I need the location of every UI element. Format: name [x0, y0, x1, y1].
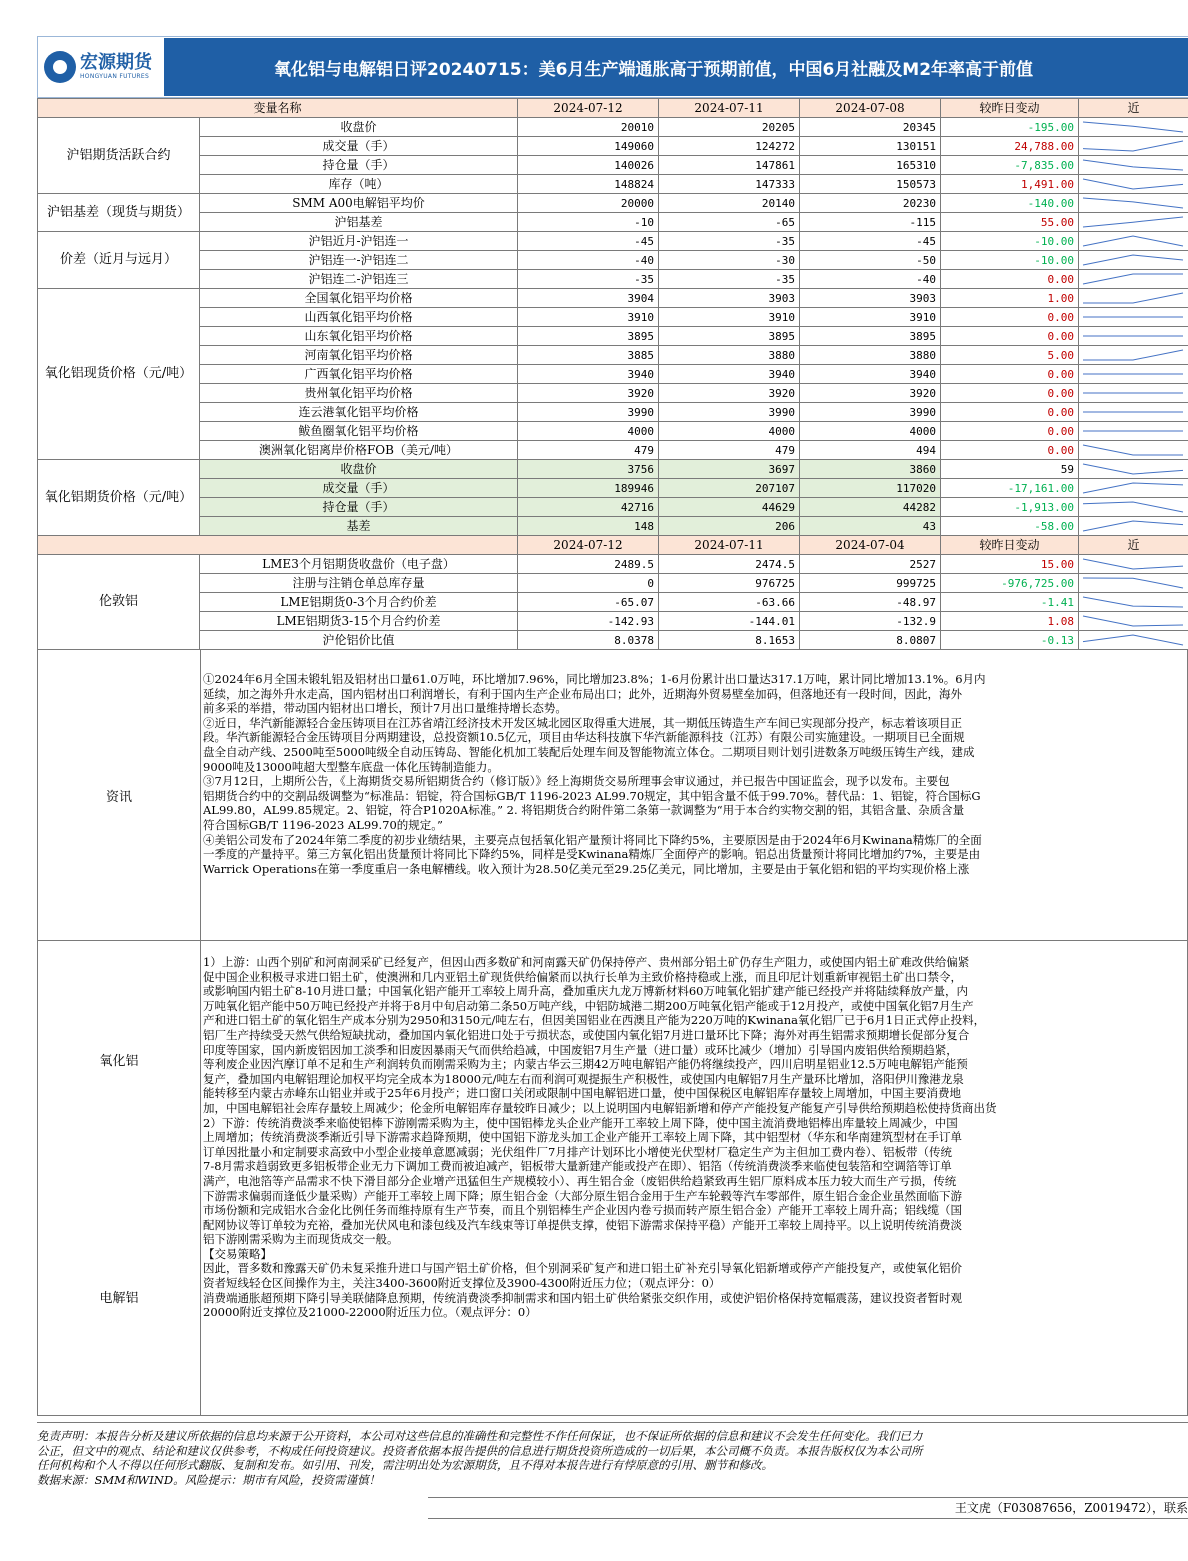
value-cell: 117020	[800, 479, 941, 498]
group-label: 沪铝基差（现货与期货）	[38, 194, 200, 232]
report-page	[37, 36, 1188, 1487]
trend-cell	[1079, 232, 1188, 251]
table-row	[38, 251, 1188, 270]
sparkline	[1079, 480, 1187, 496]
value-cell: 147333	[659, 175, 800, 194]
value-cell: 20205	[659, 118, 800, 137]
data-table	[37, 98, 1188, 650]
value-cell: 479	[518, 441, 659, 460]
value-cell: 8.0378	[518, 631, 659, 650]
sparkline	[1079, 176, 1187, 192]
trend-cell	[1079, 555, 1188, 574]
value-cell: 494	[800, 441, 941, 460]
value-cell: 20230	[800, 194, 941, 213]
table-row	[38, 213, 1188, 232]
change-cell: 0.00	[941, 384, 1079, 403]
value-cell: 3880	[659, 346, 800, 365]
table-row	[38, 593, 1188, 612]
sparkline	[1079, 461, 1187, 477]
table-row	[38, 365, 1188, 384]
trend-cell	[1079, 631, 1188, 650]
analysis-line: 万吨氧化铝产能中50万吨已经投产并将于8月中旬启动第二条50万吨产线，中铝防城港二期200万吨氧化铝产能或于12月投产，或使中国氧化铝7月生产	[203, 998, 974, 1013]
change-cell: -7,835.00	[941, 156, 1079, 175]
news-line: 盘全自动产线、2500吨至5000吨级全自动压铸岛、智能化机加工装配后处理车间及智能物流立体仓。二期项目则计划引进数条万吨级压铸生产线，建成	[203, 744, 975, 759]
table-row	[38, 631, 1188, 650]
value-cell: 976725	[659, 574, 800, 593]
table-header-row	[38, 99, 1188, 118]
sparkline	[1079, 157, 1187, 173]
trend-cell	[1079, 270, 1188, 289]
change-cell: -976,725.00	[941, 574, 1079, 593]
trend-cell	[1079, 498, 1188, 517]
value-cell: -115	[800, 213, 941, 232]
value-cell: 3920	[518, 384, 659, 403]
table-row	[38, 327, 1188, 346]
analysis-line: 上周增加；传统消费淡季渐近引导下游需求趋降预期，使中国铝下游龙头加工企业产能开工率较上周下降，其中铝型材（华东和华南建筑型材在手订单	[203, 1130, 962, 1145]
analysis-section	[37, 941, 1188, 1416]
value-cell: 147861	[659, 156, 800, 175]
value-cell: 150573	[800, 175, 941, 194]
row-label: 河南氧化铝平均价格	[200, 346, 518, 365]
column-header: 近	[1079, 536, 1188, 555]
sparkline	[1079, 290, 1187, 306]
value-cell: -50	[800, 251, 941, 270]
change-cell: 0.00	[941, 270, 1079, 289]
column-header: 2024-07-12	[518, 536, 659, 555]
table-row	[38, 175, 1188, 194]
value-cell: -144.01	[659, 612, 800, 631]
row-label: 山西氧化铝平均价格	[200, 308, 518, 327]
trend-cell	[1079, 118, 1188, 137]
trend-cell	[1079, 365, 1188, 384]
value-cell: 3990	[659, 403, 800, 422]
trend-cell	[1079, 289, 1188, 308]
analysis-line: 资者短线轻仓区间操作为主，关注3400-3600附近支撑位及3900-4300附近压力位；（观点评分：0）	[203, 1276, 721, 1291]
row-label: 持仓量（手）	[200, 498, 518, 517]
change-cell: 1,491.00	[941, 175, 1079, 194]
table-row	[38, 574, 1188, 593]
value-cell: 130151	[800, 137, 941, 156]
row-label: 收盘价	[200, 460, 518, 479]
table-row	[38, 555, 1188, 574]
value-cell: 148824	[518, 175, 659, 194]
trend-cell	[1079, 517, 1188, 536]
sparkline	[1079, 347, 1187, 363]
logo-cn: 宏源期货	[80, 52, 152, 73]
disclaimer-line: 数据来源：SMM和WIND。风险提示：期市有风险，投资需谨慎！	[37, 1472, 381, 1487]
analysis-line: 能转移至内蒙古赤峰东山铝业并或于25年6月投产；进口窗口关闭或限制中国电解铝进口量，使中国保税区电解铝库存量较上周增加，中国主要消费地	[203, 1086, 961, 1101]
change-cell: 0.00	[941, 327, 1079, 346]
value-cell: 20000	[518, 194, 659, 213]
sparkline	[1079, 613, 1187, 629]
value-cell: 0	[518, 574, 659, 593]
value-cell: -63.66	[659, 593, 800, 612]
group-label: 氧化铝期货价格（元/吨）	[38, 460, 200, 536]
value-cell: 3920	[659, 384, 800, 403]
value-cell: 44282	[800, 498, 941, 517]
value-cell: 8.0807	[800, 631, 941, 650]
news-line: 段。华汽新能源轻合金压铸项目分两期建设，总投资额10.5亿元，项目由华达科技旗下华汽新能源科技（江苏）有限公司实施建设。一期项目已全面规	[203, 730, 965, 745]
change-cell: -0.13	[941, 631, 1079, 650]
sparkline	[1079, 214, 1187, 230]
value-cell: 3903	[659, 289, 800, 308]
news-line: 延续，加之海外升水走高，国内铝材出口利润增长，有利于国内生产企业布局出口；此外，近期海外贸易壁垒加码，但落地还有一段时间，因此，海外	[203, 686, 962, 701]
value-cell: 3895	[659, 327, 800, 346]
value-cell: -35	[518, 270, 659, 289]
analysis-line: 促中国企业积极寻求进口铝土矿，使澳洲和几内亚铝土矿现货供给偏紧而以执行长单为主致价格持稳或上涨，而且印尼计划重新审视铝土矿出口禁令，	[203, 969, 962, 984]
change-cell: 24,788.00	[941, 137, 1079, 156]
analysis-line: 或影响国内铝土矿8-10月进口量；中国氧化铝产能开工率较上周升高，叠加重庆九龙万博新材料60万吨氧化铝扩建产能已经投产并将陆续释放产量，内	[203, 984, 968, 999]
trend-cell	[1079, 441, 1188, 460]
trend-cell	[1079, 422, 1188, 441]
author-line: 王文虎（F03087656，Z0019472），联系	[428, 1497, 1188, 1519]
table-row	[38, 156, 1188, 175]
table-row	[38, 308, 1188, 327]
table-row	[38, 118, 1188, 137]
news-line: AL99.80，AL99.85规定。2、铝锭，符合P1020A标准。” 2. 将铝期货合约附件第二条第一款调整为“用于本合约实物交割的铝，其铝含量、杂质含量	[203, 803, 965, 818]
value-cell: -45	[518, 232, 659, 251]
value-cell: 20345	[800, 118, 941, 137]
column-header: 2024-07-12	[518, 99, 659, 118]
value-cell: 165310	[800, 156, 941, 175]
change-cell: -10.00	[941, 232, 1079, 251]
value-cell: 3895	[518, 327, 659, 346]
table-row	[38, 289, 1188, 308]
row-label: 收盘价	[200, 118, 518, 137]
value-cell: -40	[800, 270, 941, 289]
value-cell: 3895	[800, 327, 941, 346]
analysis-line: 20000附近支撑位及21000-22000附近压力位。（观点评分：0）	[203, 1305, 537, 1320]
column-header: 2024-07-11	[659, 99, 800, 118]
change-cell: 0.00	[941, 308, 1079, 327]
sparkline	[1079, 499, 1187, 515]
row-label: LME铝期货3-15个月合约价差	[200, 612, 518, 631]
analysis-line: 复产，叠加国内电解铝理论加权平均完全成本为18000元/吨左右而利润可观提振生产积极性，或使国内电解铝7月生产量环比增加，洛阳伊川豫港龙泉	[203, 1071, 964, 1086]
news-line: ①2024年6月全国未锻轧铝及铝材出口量61.0万吨，环比增加7.96%，同比增加23.8%；1-6月份累计出口量达317.1万吨，累计同比增加13.1%。6月内	[203, 672, 986, 686]
value-cell: 42716	[518, 498, 659, 517]
change-cell: -1.41	[941, 593, 1079, 612]
value-cell: 44629	[659, 498, 800, 517]
news-line: ④美铝公司发布了2024年第二季度的初步业绩结果，主要亮点包括氧化铝产量预计将同比下降约5%，主要原因是由于2024年6月Kwinana精炼厂的全面	[203, 832, 982, 847]
change-cell: 15.00	[941, 555, 1079, 574]
group-label: 沪铝期货活跃合约	[38, 118, 200, 194]
change-cell: 1.08	[941, 612, 1079, 631]
value-cell: 149060	[518, 137, 659, 156]
analysis-line: 消费端通胀超预期下降引导美联储降息预期，传统消费淡季抑制需求和国内铝土矿供给紧张交织作用，或使沪铝价格保持宽幅震荡，建议投资者暂时观	[203, 1290, 962, 1305]
value-cell: -65	[659, 213, 800, 232]
value-cell: 8.1653	[659, 631, 800, 650]
row-label: 成交量（手）	[200, 137, 518, 156]
row-label: 广西氧化铝平均价格	[200, 365, 518, 384]
disclaimer-line: 任何机构和个人不得以任何形式翻版、复制和发布。如引用、刊发，需注明出处为宏源期货，且不得对本报告进行有悖原意的引用、删节和修改。	[37, 1458, 773, 1472]
report-header	[37, 36, 1188, 98]
news-section	[37, 650, 1188, 941]
news-line: 前多采的举措，带动国内铝材出口增长，预计7月出口量维持增长态势。	[203, 701, 567, 716]
change-cell: -58.00	[941, 517, 1079, 536]
trend-cell	[1079, 574, 1188, 593]
row-label: 沪伦铝价比值	[200, 631, 518, 650]
value-cell: 999725	[800, 574, 941, 593]
table-row	[38, 460, 1188, 479]
table-header-row	[38, 536, 1188, 555]
analysis-line: 配网协议等订单较为充裕，叠加光伏风电和漆包线及汽车线束等订单提供支撑，使铝下游需求保持平稳）产能开工率较上周持平。以上说明传统消费淡	[203, 1217, 962, 1232]
trend-cell	[1079, 479, 1188, 498]
trend-cell	[1079, 194, 1188, 213]
sparkline	[1079, 252, 1187, 268]
row-label: 沪铝连一-沪铝连二	[200, 251, 518, 270]
change-cell: 0.00	[941, 403, 1079, 422]
value-cell: 479	[659, 441, 800, 460]
trend-cell	[1079, 327, 1188, 346]
row-label: SMM A00电解铝平均价	[200, 194, 518, 213]
row-label: 注册与注销仓单总库存量	[200, 574, 518, 593]
value-cell: 3880	[800, 346, 941, 365]
table-row	[38, 194, 1188, 213]
news-line: ②近日，华汽新能源轻合金压铸项目在江苏省靖江经济技术开发区城北园区取得重大进展，其一期低压铸造生产车间已实现部分投产，标志着该项目正	[203, 715, 962, 730]
table-row	[38, 403, 1188, 422]
analysis-line: 2）下游：传统消费淡季来临使铝棒下游刚需采购为主，使中国铝棒龙头企业产能开工率较上周下降，使中国主流消费地铝棒出库量较上周减少，中国	[203, 1115, 958, 1130]
value-cell: -10	[518, 213, 659, 232]
trend-cell	[1079, 403, 1188, 422]
analysis-line: 订单因批量小和定制要求高致中小型企业接单意愿减弱；光伏组件厂7月排产计划环比小增使光伏型材厂稳定生产为主但加工费内卷）、铝板带（传统	[203, 1144, 953, 1159]
disclaimer-line: 免责声明：本报告分析及建议所依据的信息均来源于公开资料，本公司对这些信息的准确性和完整性不作任何保证，也不保证所依据的信息和建议不会发生任何变化。我们已力	[37, 1429, 923, 1443]
table-row	[38, 137, 1188, 156]
news-body	[201, 650, 1187, 940]
sparkline	[1079, 119, 1187, 135]
column-header: 2024-07-08	[800, 99, 941, 118]
column-header	[38, 536, 518, 555]
change-cell: 0.00	[941, 422, 1079, 441]
value-cell: 3940	[800, 365, 941, 384]
analysis-line: 下游需求偏弱而逢低少量采购）产能开工率较上周下降；原生铝合金（大部分原生铝合金用于生产车轮毂等汽车零部件，原生铝合金企业虽然面临下游	[203, 1188, 962, 1203]
change-cell: 0.00	[941, 441, 1079, 460]
value-cell: 3940	[518, 365, 659, 384]
value-cell: 3920	[800, 384, 941, 403]
change-cell: -1,913.00	[941, 498, 1079, 517]
trend-cell	[1079, 612, 1188, 631]
analysis-label-alumina: 氧化铝	[99, 1054, 139, 1069]
value-cell: 4000	[800, 422, 941, 441]
group-label: 伦敦铝	[38, 555, 200, 650]
column-header: 较昨日变动	[941, 536, 1079, 555]
disclaimer-line: 公正，但文中的观点、结论和建议仅供参考，不构成任何投资建议。投资者依据本报告提供的信息进行期货投资所造成的一切后果，本公司概不负责。本报告版权仅为本公司所	[37, 1443, 923, 1458]
analysis-line: 1）上游：山西个别矿和河南洞采矿已经复产，但因山西多数矿和河南露天矿仍保持停产、贵州部分铝土矿仍存生产阻力，或使国内铝土矿难改供给偏紧	[203, 955, 970, 969]
analysis-labels	[38, 941, 201, 1415]
change-cell: -140.00	[941, 194, 1079, 213]
value-cell: -40	[518, 251, 659, 270]
table-row	[38, 270, 1188, 289]
news-line: 铝期货合约中的交割品级调整为“标准品：铝锭，符合国标GB/T 1196-2023 AL99.70规定，其中铝含量不低于99.70%。替代品：1、铝锭，符合国标G	[203, 788, 981, 803]
change-cell: 1.00	[941, 289, 1079, 308]
table-row	[38, 384, 1188, 403]
row-label: 成交量（手）	[200, 479, 518, 498]
news-line: 9000吨及13000吨超大型整车底盘一体化压铸制造能力。	[203, 759, 499, 774]
value-cell: 3860	[800, 460, 941, 479]
row-label: 持仓量（手）	[200, 156, 518, 175]
value-cell: -35	[659, 232, 800, 251]
value-cell: 20140	[659, 194, 800, 213]
value-cell: 3910	[659, 308, 800, 327]
column-header: 近	[1079, 99, 1188, 118]
table-row	[38, 498, 1188, 517]
analysis-line: 铝下游刚需采购为主而现货成交一般。	[203, 1232, 399, 1247]
value-cell: 4000	[659, 422, 800, 441]
table-row	[38, 517, 1188, 536]
value-cell: 3885	[518, 346, 659, 365]
logo-en: HONGYUAN FUTURES	[80, 73, 150, 80]
sparkline	[1079, 138, 1187, 154]
analysis-line: 市场份额和完成铝水合金化比例任务而维持原有生产节奏，而且个别铝棒生产企业因内卷亏损而转产原生铝合金）产能开工率较上周升高；铝线缆（国	[203, 1203, 962, 1218]
value-cell: 3940	[659, 365, 800, 384]
value-cell: 2527	[800, 555, 941, 574]
table-row	[38, 346, 1188, 365]
value-cell: 4000	[518, 422, 659, 441]
value-cell: 3990	[800, 403, 941, 422]
row-label: LME3个月铝期货收盘价（电子盘）	[200, 555, 518, 574]
sparkline	[1079, 423, 1187, 439]
trend-cell	[1079, 460, 1188, 479]
news-line: ③7月12日，上期所公告，《上海期货交易所铝期货合约（修订版）》经上海期货交易所理事会审议通过，并已报告中国证监会，现予以发布。主要包	[203, 774, 950, 789]
trend-cell	[1079, 346, 1188, 365]
value-cell: 3910	[800, 308, 941, 327]
group-label: 氧化铝现货价格（元/吨）	[38, 289, 200, 460]
change-cell: 5.00	[941, 346, 1079, 365]
value-cell: 3697	[659, 460, 800, 479]
row-label: 山东氧化铝平均价格	[200, 327, 518, 346]
row-label: 鲅鱼圈氧化铝平均价格	[200, 422, 518, 441]
value-cell: -65.07	[518, 593, 659, 612]
column-header: 较昨日变动	[941, 99, 1079, 118]
value-cell: -132.9	[800, 612, 941, 631]
analysis-label-aluminium: 电解铝	[99, 1291, 139, 1306]
row-label: 连云港氧化铝平均价格	[200, 403, 518, 422]
row-label: LME铝期货0-3个月合约价差	[200, 593, 518, 612]
trend-cell	[1079, 137, 1188, 156]
news-line: 符合国标GB/T 1196-2023 AL99.70的规定。”	[203, 817, 443, 832]
company-logo	[44, 42, 164, 92]
value-cell: 140026	[518, 156, 659, 175]
value-cell: 20010	[518, 118, 659, 137]
sparkline	[1079, 632, 1187, 648]
value-cell: -142.93	[518, 612, 659, 631]
table-row	[38, 479, 1188, 498]
table-row	[38, 422, 1188, 441]
column-header: 2024-07-04	[800, 536, 941, 555]
change-cell: -10.00	[941, 251, 1079, 270]
news-line: 一季度的产量持平。第三方氧化铝出货量预计将同比下降约5%，同样是受Kwinana精炼厂全面停产的影响。铝总出货量预计将同比增加约7%，主要是由	[203, 847, 981, 862]
sparkline	[1079, 195, 1187, 211]
sparkline	[1079, 385, 1187, 401]
value-cell: 2474.5	[659, 555, 800, 574]
row-label: 库存（吨）	[200, 175, 518, 194]
value-cell: 148	[518, 517, 659, 536]
change-cell: -195.00	[941, 118, 1079, 137]
value-cell: 3910	[518, 308, 659, 327]
table-row	[38, 612, 1188, 631]
trend-cell	[1079, 156, 1188, 175]
sparkline	[1079, 442, 1187, 458]
sparkline	[1079, 271, 1187, 287]
row-label: 沪铝近月-沪铝连一	[200, 232, 518, 251]
value-cell: 124272	[659, 137, 800, 156]
analysis-body	[201, 941, 1187, 1415]
sparkline	[1079, 328, 1187, 344]
column-header: 变量名称	[38, 99, 518, 118]
analysis-line: 满产，电池箔等产品需求不快下滑目部分企业增产迅猛但生产规模较小）、再生铝合金（废铝供给趋紧致再生铝厂原料成本压力较大而生产亏损，传统	[203, 1173, 957, 1188]
analysis-line: 印度等国家，国内新废铝因加工淡季和旧废因暴雨天气而供给趋减，中国废铝7月生产量（进口量）或环比减少（增加）引导国内废铝供给预期趋紧，	[203, 1042, 958, 1057]
group-label: 价差（近月与远月）	[38, 232, 200, 289]
trend-cell	[1079, 593, 1188, 612]
sparkline	[1079, 594, 1187, 610]
change-cell: 59	[941, 460, 1079, 479]
analysis-line: 铝厂生产持续受天然气供给短缺扰动，叠加国内氧化铝进口处于亏损状态，或使国内氧化铝7月进口量环比下降；海外对再生铝需求预期增长促部分复合	[203, 1027, 970, 1042]
change-cell: 0.00	[941, 365, 1079, 384]
analysis-line: 产和进口铝土矿的氧化铝生产成本分别为2950和3150元/吨左右，但因美国铝业在西澳且产能为220万吨的Kwinana氧化铝厂已于6月1日正式停止投料，	[203, 1013, 986, 1028]
logo-icon	[44, 51, 76, 83]
table-row	[38, 232, 1188, 251]
sparkline	[1079, 366, 1187, 382]
value-cell: 3903	[800, 289, 941, 308]
value-cell: -30	[659, 251, 800, 270]
value-cell: -35	[659, 270, 800, 289]
sparkline	[1079, 575, 1187, 591]
trend-cell	[1079, 308, 1188, 327]
report-title: 氧化铝与电解铝日评20240715：美6月生产端通胀高于预期前值，中国6月社融及M2年率高于前值	[164, 38, 1188, 96]
row-label: 贵州氧化铝平均价格	[200, 384, 518, 403]
news-line: Warrick Operations在第一季度重启一条电解槽线。收入预计为28.50亿美元至29.25亿美元，同比增加，主要是由于氧化铝和铝的平均实现价格上涨	[203, 861, 970, 876]
table-row	[38, 441, 1188, 460]
trend-cell	[1079, 251, 1188, 270]
disclaimer	[37, 1422, 1188, 1487]
trend-cell	[1079, 175, 1188, 194]
trend-cell	[1079, 213, 1188, 232]
sparkline	[1079, 518, 1187, 534]
row-label: 沪铝连二-沪铝连三	[200, 270, 518, 289]
value-cell: 206	[659, 517, 800, 536]
value-cell: 3990	[518, 403, 659, 422]
value-cell: -45	[800, 232, 941, 251]
change-cell: 55.00	[941, 213, 1079, 232]
trend-cell	[1079, 384, 1188, 403]
value-cell: 2489.5	[518, 555, 659, 574]
sparkline	[1079, 233, 1187, 249]
analysis-line: 7-8月需求趋弱致更多铝板带企业无力下调加工费而被迫减产，铝板带大量新建产能或投产在即）、铝箔（传统消费淡季来临使包装箔和空调箔等订单	[203, 1159, 952, 1174]
analysis-line: 【交易策略】	[203, 1246, 272, 1261]
row-label: 全国氧化铝平均价格	[200, 289, 518, 308]
analysis-line: 等利废企业因汽摩订单不足和生产利润转负而刚需采购为主；内蒙古华云三期42万吨电解铝产能仍将继续投产，四川启明星铝业12.5万吨电解铝产能预	[203, 1057, 968, 1072]
value-cell: 3756	[518, 460, 659, 479]
row-label: 沪铝基差	[200, 213, 518, 232]
sparkline	[1079, 309, 1187, 325]
analysis-line: 加，中国电解铝社会库存量较上周减少；伦金所电解铝库存量较昨日减少；以上说明国内电解铝新增和停产产能投复产能复产引导供给预期趋松使持货商出货	[203, 1100, 997, 1115]
value-cell: 207107	[659, 479, 800, 498]
value-cell: 3904	[518, 289, 659, 308]
sparkline	[1079, 556, 1187, 572]
analysis-line: 因此，晋多数和豫露天矿仍未复采推升进口与国产铝土矿价格，但个别洞采矿复产和进口铝土矿补充引导氧化铝新增或停产产能投复产，或使氧化铝价	[203, 1261, 962, 1276]
sparkline	[1079, 404, 1187, 420]
value-cell: -48.97	[800, 593, 941, 612]
value-cell: 43	[800, 517, 941, 536]
column-header: 2024-07-11	[659, 536, 800, 555]
row-label: 澳洲氧化铝离岸价格FOB（美元/吨）	[200, 441, 518, 460]
change-cell: -17,161.00	[941, 479, 1079, 498]
row-label: 基差	[200, 517, 518, 536]
value-cell: 189946	[518, 479, 659, 498]
news-label: 资讯	[38, 650, 201, 940]
